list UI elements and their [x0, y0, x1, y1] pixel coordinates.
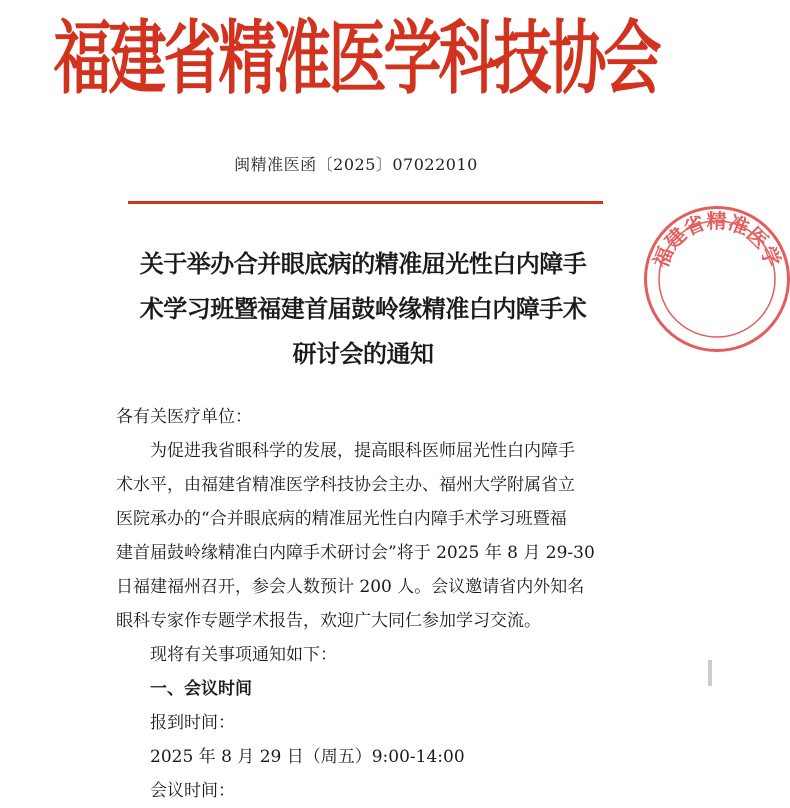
page-edge-mark [708, 660, 712, 686]
registration-label: 报到时间： [150, 713, 235, 733]
notice-title [108, 242, 618, 377]
salutation: 各有关医疗单位： [116, 407, 252, 427]
paragraph-1-line-1: 为促进我省眼科学的发展，提高眼科医师屈光性白内障手 [150, 441, 575, 461]
title-line-3: 研讨会的通知 [292, 340, 434, 368]
organization-header: 福建省精准医学科技协会 [53, 11, 659, 106]
notice-body [116, 400, 612, 808]
paragraph-2: 现将有关事项通知如下： [150, 645, 337, 665]
svg-text:福建省精准医学 [648, 209, 785, 272]
registration-time: 2025 年 8 月 29 日（周五）9:00-14:00 [150, 747, 465, 767]
header-divider [128, 201, 603, 204]
paragraph-1-line-3: 医院承办的“合并眼底病的精准屈光性白内障手术学习班暨福 [116, 509, 567, 529]
section-1-heading: 一、会议时间 [150, 679, 252, 699]
paragraph-1-line-4: 建首届鼓岭缘精准白内障手术研讨会”将于 2025 年 8 月 29-30 [116, 543, 595, 563]
official-seal-stamp [644, 206, 790, 352]
seal-text: 福建省精准医学 [648, 208, 786, 272]
seal-ring-graphic [644, 206, 790, 352]
document-number: 闽精准医函〔2025〕07022010 [234, 155, 478, 174]
meeting-time-label: 会议时间： [150, 781, 235, 801]
title-line-1: 关于举办合并眼底病的精准屈光性白内障手 [139, 250, 587, 278]
paragraph-1-line-6: 眼科专家作专题学术报告，欢迎广大同仁参加学习交流。 [116, 611, 541, 631]
title-line-2: 术学习班暨福建首届鼓岭缘精准白内障手术 [139, 295, 587, 323]
paragraph-1-line-2: 术水平，由福建省精准医学科技协会主办、福州大学附属省立 [116, 475, 575, 495]
paragraph-1-line-5: 日福建福州召开，参会人数预计 200 人。会议邀请省内外知名 [116, 577, 585, 597]
